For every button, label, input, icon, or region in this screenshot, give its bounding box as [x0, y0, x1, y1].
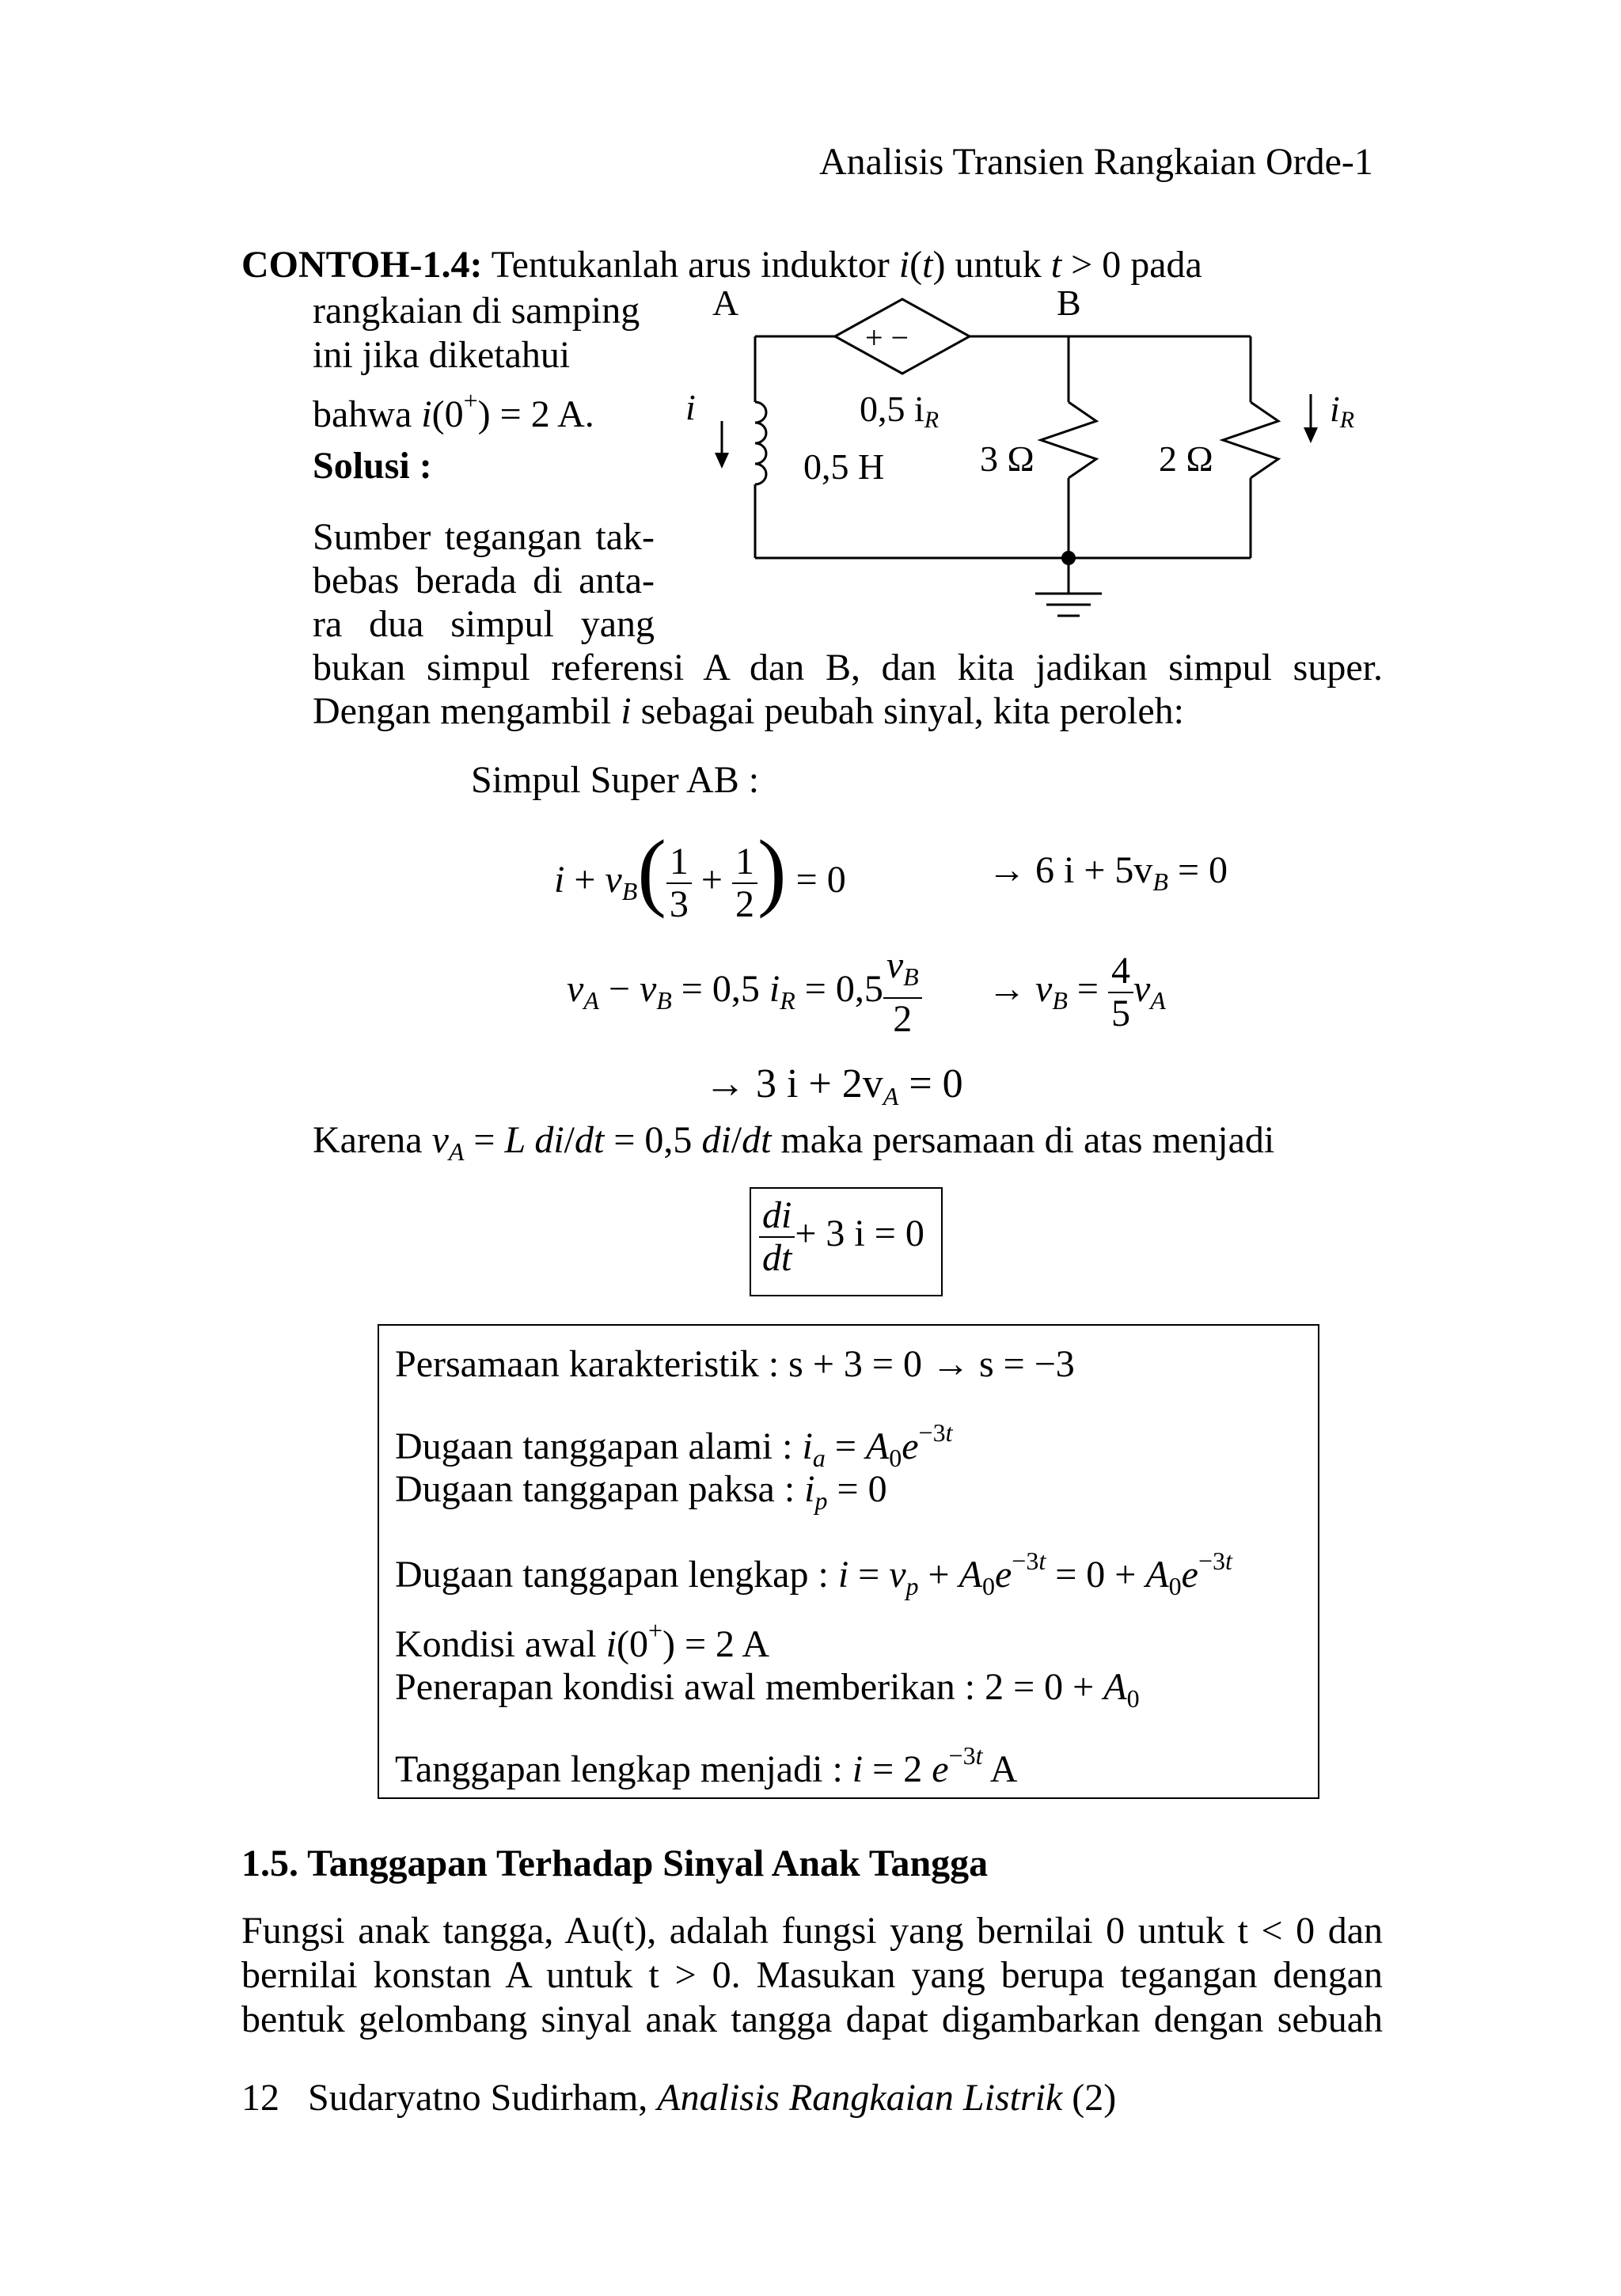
- node-b-label: B: [1057, 283, 1081, 323]
- equation-3: → 3 $i + 2v_A = 0$: [704, 1061, 963, 1110]
- solution-line-4: bukan simpul referensi A dan B, dan kita jadikan simpul super.: [313, 647, 1383, 689]
- solution-line-3: ra dua simpul yang: [313, 603, 655, 645]
- solution-row-apply-initial: Penerapan kondisi awal memberikan : $2 = 0 + A_0$: [395, 1666, 1140, 1713]
- resistor-2-ohm: [1223, 402, 1278, 478]
- karena-sentence: Karena $v_A = L$ di/dt = 0,5 di/dt maka persamaan di atas menjadi: [313, 1119, 1275, 1166]
- example-condition: bahwa i(0+) = 2 A.: [313, 386, 594, 435]
- equation-1-result: → 6 $i + 5v_B = 0$: [988, 849, 1228, 896]
- section-paragraph-line-1: Fungsi anak tangga, Au(t), adalah fungsi yang bernilai 0 untuk t < 0 dan: [241, 1910, 1383, 1952]
- solution-row-natural: Dugaan tanggapan alami : $i_a = A_0e^{-3t}$: [395, 1418, 953, 1472]
- solution-row-final: Tanggapan lengkap menjadi : i = 2 $e^{-3t}$ A: [395, 1741, 1018, 1790]
- inductor-label: 0,5 H: [803, 446, 885, 487]
- solution-row-forced: Dugaan tanggapan paksa : $i_p = 0$: [395, 1468, 887, 1515]
- equation-2-result: → $v_B$ = $\frac{4}{5}$ $v_A$: [988, 949, 1166, 1034]
- footer-volume: (2): [1072, 2077, 1117, 2119]
- solution-box: [378, 1324, 1319, 1799]
- solution-row-complete: Dugaan tanggapan lengkap : $i = v_p + A_0e^{-3t} = 0 + A_0e^{-3t}$: [395, 1546, 1232, 1600]
- running-header: Analisis Transien Rangkaian Orde-1: [819, 141, 1373, 183]
- resistor-3-ohm: [1041, 402, 1096, 478]
- example-line-2: ini jika diketahui: [313, 334, 571, 376]
- page-footer: [241, 2075, 1116, 2121]
- arrow-i-head: [715, 453, 729, 469]
- footer-book-title: Analisis Rangkaian Listrik: [657, 2077, 1063, 2119]
- solution-line-5: Dengan mengambil i sebagai peubah sinyal, kita peroleh:: [313, 690, 1185, 732]
- solution-row-initial-condition: Kondisi awal i(0+) = 2 A: [395, 1616, 770, 1665]
- example-statement: CONTOH-1.4: Tentukanlah arus induktor i(t) untuk t > 0 pada: [241, 244, 1202, 286]
- super-node-label: Simpul Super AB :: [471, 759, 760, 801]
- node-a-label: A: [712, 283, 739, 323]
- r1-label: 3 Ω: [980, 438, 1034, 479]
- r2-label: 2 Ω: [1159, 438, 1213, 479]
- current-ir-label: iR: [1330, 389, 1355, 433]
- inductor-coil: [755, 402, 766, 484]
- solution-line-2: bebas berada di anta-: [313, 560, 655, 602]
- current-i-label: i: [685, 387, 696, 427]
- equation-2: $v_A - v_B = 0,5$ $i_R = 0,5$ $\frac{v_B}{2}$: [567, 938, 922, 1041]
- source-polarity: + −: [865, 320, 909, 355]
- equation-1: $i + v_B$( $\frac{1}{3}$ + $\frac{1}{2}$ ) = 0: [554, 822, 846, 925]
- solution-row-characteristic: Persamaan karakteristik : s + 3 = 0 → s = −3: [395, 1343, 1075, 1385]
- section-heading: 1.5. Tanggapan Terhadap Sinyal Anak Tangga: [241, 1842, 989, 1884]
- source-value: 0,5 iR: [860, 389, 940, 433]
- footer-author: Sudaryatno Sudirham,: [308, 2077, 648, 2119]
- page-number: 12: [241, 2077, 279, 2119]
- circuit-diagram: [673, 283, 1355, 633]
- node-ground-dot: [1061, 551, 1076, 565]
- arrow-ir-head: [1304, 427, 1318, 443]
- section-paragraph-line-2: bernilai konstan A untuk t > 0. Masukan yang berupa tegangan dengan: [241, 1954, 1383, 1996]
- solution-line-1: Sumber tegangan tak-: [313, 516, 655, 558]
- solution-label: Solusi :: [313, 445, 432, 487]
- example-line-1: rangkaian di samping: [313, 290, 640, 332]
- example-label: CONTOH-1.4:: [241, 244, 483, 286]
- boxed-differential-equation: $\frac{di}{dt}$ + 3 i = 0: [750, 1187, 943, 1296]
- section-paragraph-line-3: bentuk gelombang sinyal anak tangga dapat digambarkan dengan sebuah: [241, 1998, 1383, 2040]
